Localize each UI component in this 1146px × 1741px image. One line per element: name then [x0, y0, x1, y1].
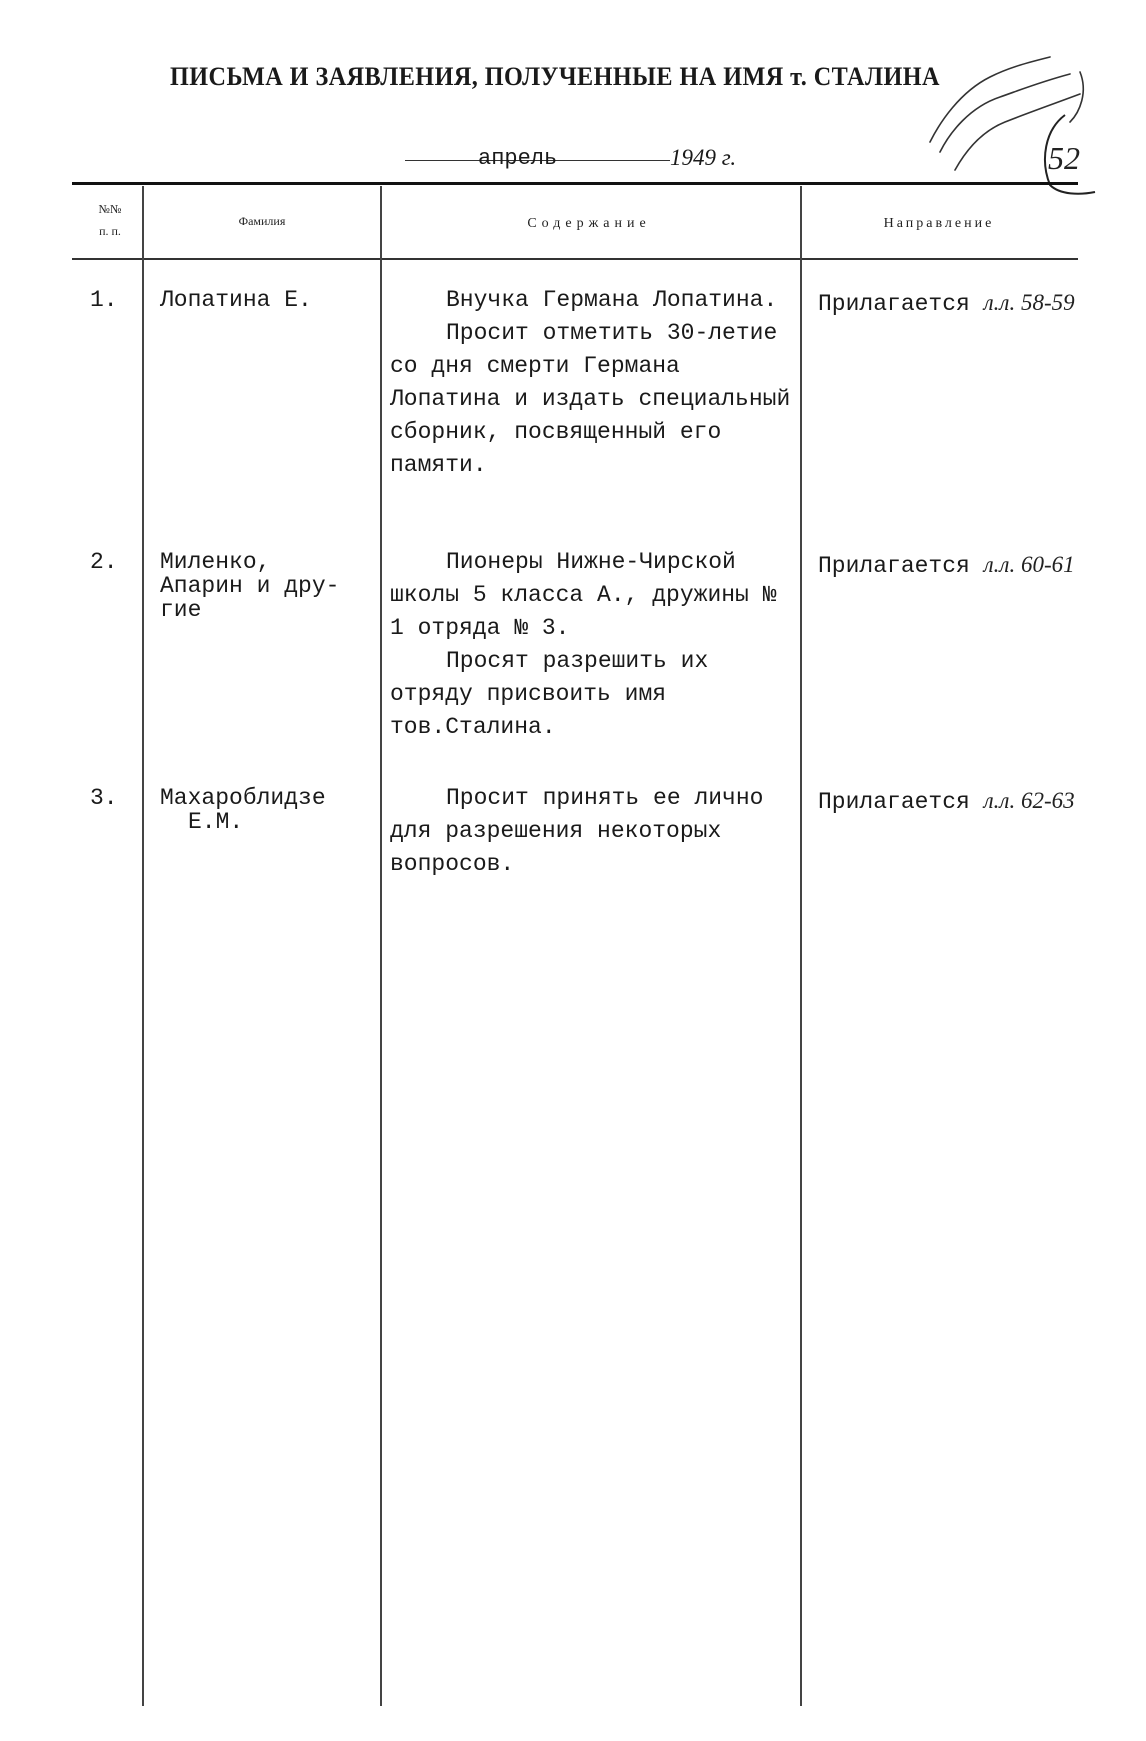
row-2-name: [160, 550, 380, 622]
row-1-content-p2: Просит отметить 30-летие со дня смерти Германа Лопатина и издать специальный сборник, посвященный его памяти.: [390, 320, 791, 478]
row-2-direction-text: Прилагается: [818, 553, 970, 579]
row-1-direction: [818, 286, 1088, 321]
row-3-direction-text: Прилагается: [818, 789, 970, 815]
row-2-name-line1: Миленко,: [160, 549, 271, 575]
header-number-line1: №№: [98, 202, 122, 216]
row-3-content: [390, 782, 800, 881]
row-1-sheets: л.л. 58-59: [983, 290, 1075, 315]
table-top-rule: [72, 182, 1078, 185]
row-3-name-line2: Е.М.: [188, 809, 244, 835]
row-3-name: [160, 786, 380, 834]
row-2-name-line3: гие: [160, 597, 202, 623]
date-year: [670, 145, 736, 171]
row-3-content-p1: Просит принять ее лично для разрешения некоторых вопросов.: [390, 785, 764, 877]
header-direction: Направление: [883, 216, 995, 231]
document-title: ПИСЬМА И ЗАЯВЛЕНИЯ, ПОЛУЧЕННЫЕ НА ИМЯ т. СТАЛИНА: [170, 62, 940, 91]
row-1-number: 1.: [90, 287, 118, 313]
date-year-value: 1949: [670, 145, 716, 170]
column-divider-1: [142, 186, 144, 1706]
column-divider-3: [800, 186, 802, 1706]
row-1-content: [390, 284, 800, 482]
column-divider-2: [380, 186, 382, 1706]
row-3-number: 3.: [90, 785, 118, 811]
page-number: 52: [1048, 140, 1080, 176]
date-month: апрель: [478, 146, 558, 171]
annotation-text: В хранилище 6/VIII-49: [920, 52, 930, 53]
row-2-number: 2.: [90, 549, 118, 575]
row-2-content-p1: Пионеры Нижне-Чирской школы 5 класса А., дружины № 1 отряда № 3.: [390, 549, 777, 641]
row-1-direction-text: Прилагается: [818, 291, 970, 317]
header-number: [80, 198, 140, 242]
date-year-suffix: г.: [721, 145, 737, 170]
row-3-name-line1: Махароблидзе: [160, 785, 326, 811]
row-2-sheets: л.л. 60-61: [983, 552, 1075, 577]
row-2-content-p2: Просят разрешить их отряду присвоить имя тов.Сталина.: [390, 648, 709, 740]
header-name: Фамилия: [238, 214, 286, 228]
header-content: Содержание: [527, 216, 651, 231]
row-1-content-p1: Внучка Германа Лопатина.: [446, 287, 778, 313]
row-1-name: [160, 288, 380, 312]
row-3-sheets: л.л. 62-63: [983, 788, 1075, 813]
table-header-rule: [72, 258, 1078, 260]
row-2-direction: [818, 548, 1088, 583]
header-number-line2: п. п.: [99, 224, 121, 238]
row-3-direction: [818, 784, 1088, 819]
row-2-content: [390, 546, 800, 744]
row-1-name-line1: Лопатина Е.: [160, 287, 312, 313]
row-2-name-line2: Апарин и дру-: [160, 573, 340, 599]
